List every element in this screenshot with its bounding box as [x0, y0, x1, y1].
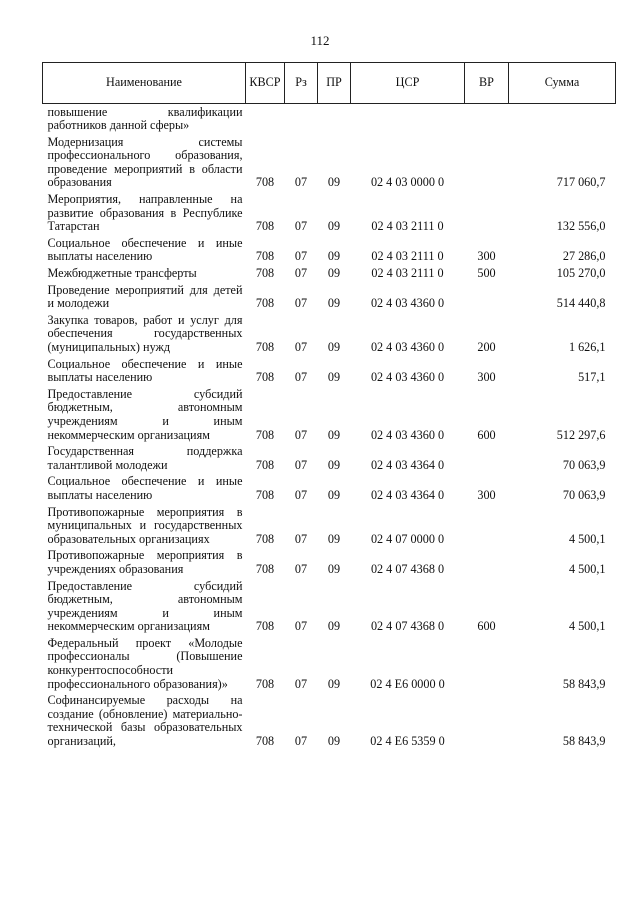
- cell-csr: [351, 104, 465, 135]
- cell-name: Закупка товаров, работ и услуг для обеспечения государственных (муниципальных) нужд: [47, 312, 243, 354]
- cell-vr: [465, 282, 509, 312]
- budget-table: [42, 62, 616, 750]
- cell-sum: 514 440,8: [556, 296, 606, 311]
- cell-csr: 02 4 E6 5359 0: [370, 734, 445, 749]
- header-rz: Рз: [285, 63, 318, 104]
- table-row: [43, 134, 616, 191]
- header-kvsr: КВСР: [246, 63, 285, 104]
- cell-sum: 27 286,0: [562, 249, 606, 264]
- cell-pr: 09: [327, 457, 341, 472]
- cell-rz: 07: [294, 249, 308, 264]
- cell-kvsr: 708: [255, 676, 275, 691]
- cell-rz: 07: [294, 531, 308, 546]
- header-csr: ЦСР: [351, 63, 465, 104]
- cell-kvsr: 708: [255, 561, 275, 576]
- cell-name: повышение квалификации работников данной сферы»: [47, 104, 243, 133]
- cell-sum: 132 556,0: [556, 219, 606, 234]
- cell-name: Межбюджетные трансферты: [47, 266, 197, 281]
- cell-name: Проведение мероприятий для детей и молодежи: [47, 282, 243, 311]
- cell-csr: 02 4 03 4364 0: [370, 457, 445, 472]
- table-row: [43, 504, 616, 548]
- cell-rz: 07: [294, 619, 308, 634]
- cell-vr: [465, 104, 509, 135]
- cell-name: Софинансируемые расходы на создание (обновление) материально-технической базы образовательных организаций,: [47, 693, 243, 749]
- cell-pr: 09: [327, 561, 341, 576]
- table-row: [43, 693, 616, 750]
- cell-sum: 4 500,1: [568, 531, 606, 546]
- cell-pr: 09: [327, 249, 341, 264]
- cell-name: Социальное обеспечение и иные выплаты населению: [47, 474, 243, 502]
- cell-csr: 02 4 E6 0000 0: [370, 676, 445, 691]
- cell-sum: 70 063,9: [562, 487, 606, 502]
- cell-kvsr: 708: [255, 370, 275, 385]
- cell-sum: 512 297,6: [556, 427, 606, 442]
- cell-rz: 07: [294, 219, 308, 234]
- cell-kvsr: 708: [255, 487, 275, 502]
- cell-rz: 07: [294, 427, 308, 442]
- cell-kvsr: 708: [255, 734, 275, 749]
- cell-vr: [465, 693, 509, 750]
- cell-csr: 02 4 03 2111 0: [371, 219, 444, 234]
- cell-pr: 09: [327, 619, 341, 634]
- cell-kvsr: 708: [255, 427, 275, 442]
- cell-kvsr: 708: [255, 296, 275, 311]
- table-row: [43, 235, 616, 265]
- cell-kvsr: 708: [255, 219, 275, 234]
- cell-vr: 500: [477, 266, 496, 281]
- header-name: Наименование: [43, 63, 246, 104]
- cell-name: Противопожарные мероприятия в учреждениях образования: [47, 548, 243, 576]
- cell-pr: 09: [327, 370, 341, 385]
- cell-pr: 09: [327, 340, 341, 354]
- table-body: [43, 104, 616, 751]
- cell-vr: 300: [477, 487, 496, 502]
- cell-kvsr: [246, 104, 285, 135]
- cell-csr: 02 4 03 2111 0: [371, 249, 444, 264]
- cell-pr: 09: [327, 734, 341, 749]
- cell-kvsr: 708: [255, 249, 275, 264]
- cell-sum: [509, 104, 616, 135]
- cell-sum: 58 843,9: [562, 676, 606, 691]
- cell-rz: 07: [294, 734, 308, 749]
- table-row: [43, 282, 616, 312]
- cell-pr: 09: [327, 175, 341, 190]
- cell-pr: 09: [327, 296, 341, 311]
- cell-vr: [465, 192, 509, 236]
- cell-vr: [465, 444, 509, 474]
- header-sum: Сумма: [509, 63, 616, 104]
- table-row: [43, 104, 616, 135]
- cell-sum: 70 063,9: [562, 457, 606, 472]
- table-row: [43, 266, 616, 283]
- cell-sum: 717 060,7: [556, 175, 606, 190]
- cell-rz: 07: [294, 296, 308, 311]
- page-number: 112: [310, 33, 330, 48]
- cell-kvsr: 708: [255, 340, 275, 354]
- cell-rz: [285, 104, 318, 135]
- cell-rz: 07: [294, 175, 308, 190]
- table-row: [43, 386, 616, 443]
- table-row: [43, 356, 616, 386]
- cell-sum: 517,1: [578, 370, 606, 385]
- cell-csr: 02 4 03 0000 0: [370, 175, 445, 190]
- table-header: [43, 63, 616, 104]
- header-row: [43, 63, 616, 104]
- table-row: [43, 444, 616, 474]
- cell-rz: 07: [294, 457, 308, 472]
- cell-vr: 300: [477, 370, 496, 385]
- cell-pr: 09: [327, 676, 341, 691]
- cell-vr: 200: [477, 340, 496, 354]
- cell-name: Федеральный проект «Молодые профессионалы (Повышение конкурентоспособности профессионального образования)»: [47, 635, 243, 691]
- cell-name: Предоставление субсидий бюджетным, автономным учреждениям и иным некоммерческим организациям: [47, 386, 243, 442]
- cell-csr: 02 4 03 4360 0: [370, 340, 445, 354]
- table-row: [43, 312, 616, 356]
- cell-name: Государственная поддержка талантливой молодежи: [47, 444, 243, 472]
- cell-kvsr: 708: [255, 457, 275, 472]
- cell-pr: 09: [327, 427, 341, 442]
- cell-sum: 1 626,1: [568, 340, 606, 354]
- cell-rz: 07: [294, 561, 308, 576]
- cell-csr: 02 4 07 4368 0: [370, 561, 445, 576]
- cell-csr: 02 4 03 4360 0: [370, 296, 445, 311]
- cell-name: Предоставление субсидий бюджетным, автономным учреждениям и иным некоммерческим организациям: [47, 578, 243, 634]
- cell-rz: 07: [294, 340, 308, 354]
- cell-kvsr: 708: [255, 619, 275, 634]
- cell-vr: [465, 504, 509, 548]
- cell-name: Социальное обеспечение и иные выплаты населению: [47, 356, 243, 385]
- cell-csr: 02 4 07 4368 0: [370, 619, 445, 634]
- cell-vr: [465, 635, 509, 692]
- cell-rz: 07: [294, 487, 308, 502]
- cell-vr: 600: [477, 619, 496, 634]
- cell-name: Социальное обеспечение и иные выплаты населению: [47, 235, 243, 264]
- cell-name: Мероприятия, направленные на развитие образования в Республике Татарстан: [47, 192, 243, 234]
- cell-name: Модернизация системы профессионального образования, проведение мероприятий в области образования: [47, 134, 243, 190]
- cell-pr: 09: [327, 219, 341, 234]
- cell-sum: 58 843,9: [562, 734, 606, 749]
- cell-csr: 02 4 03 2111 0: [371, 266, 444, 281]
- cell-pr: 09: [327, 266, 341, 281]
- header-pr: ПР: [318, 63, 351, 104]
- table-row: [43, 578, 616, 635]
- cell-sum: 105 270,0: [556, 266, 606, 281]
- cell-kvsr: 708: [255, 266, 275, 281]
- header-vr: ВР: [465, 63, 509, 104]
- cell-pr: 09: [327, 531, 341, 546]
- cell-rz: 07: [294, 370, 308, 385]
- table-row: [43, 635, 616, 692]
- cell-sum: 4 500,1: [568, 561, 606, 576]
- cell-vr: 300: [477, 249, 496, 264]
- cell-name: Противопожарные мероприятия в муниципальных и государственных образовательных организациях: [47, 504, 243, 546]
- cell-vr: [465, 134, 509, 191]
- cell-csr: 02 4 03 4360 0: [370, 370, 445, 385]
- table-row: [43, 474, 616, 504]
- cell-pr: 09: [327, 487, 341, 502]
- cell-kvsr: 708: [255, 531, 275, 546]
- cell-vr: 600: [477, 427, 496, 442]
- cell-rz: 07: [294, 676, 308, 691]
- table-row: [43, 548, 616, 578]
- cell-pr: [318, 104, 351, 135]
- cell-csr: 02 4 03 4364 0: [370, 487, 445, 502]
- cell-csr: 02 4 03 4360 0: [370, 427, 445, 442]
- cell-vr: [465, 548, 509, 578]
- table-row: [43, 192, 616, 236]
- cell-kvsr: 708: [255, 175, 275, 190]
- cell-sum: 4 500,1: [568, 619, 606, 634]
- cell-csr: 02 4 07 0000 0: [370, 531, 445, 546]
- cell-rz: 07: [294, 266, 308, 281]
